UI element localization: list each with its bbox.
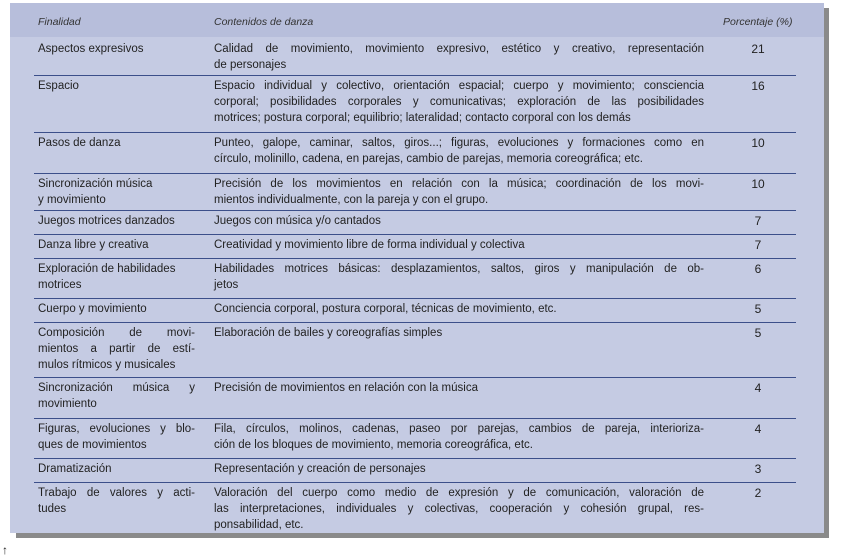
row-divider (34, 418, 796, 419)
cell-porcentaje: 5 (754, 302, 762, 316)
cell-contenidos: Calidad de movimiento, movimiento expresivo, estético y creativo, representación de personajes (214, 43, 704, 71)
cell-finalidad: Trabajo de valores y acti- tudes (38, 487, 195, 515)
table-row (10, 322, 824, 378)
cell-porcentaje: 7 (754, 238, 762, 252)
cell-contenidos: Habilidades motrices básicas: desplazamientos, saltos, giros y manipulación de ob- jetos (214, 263, 704, 291)
cell-finalidad: Espacio (38, 80, 79, 92)
cell-porcentaje: 21 (751, 42, 765, 56)
cell-porcentaje: 4 (754, 381, 762, 395)
cell-porcentaje: 10 (751, 177, 765, 191)
cell-finalidad: Figuras, evoluciones y blo- ques de movimientos (38, 423, 195, 451)
row-divider (34, 210, 796, 211)
cell-finalidad: Aspectos expresivos (38, 43, 144, 55)
cell-finalidad: Sincronización música y movimiento (38, 178, 153, 206)
cell-contenidos: Espacio individual y colectivo, orientación espacial; cuerpo y movimiento; consciencia corporal; posibilidades corporales y comunicativas; exploración de las posibilidades motrices; postura corporal; equilibrio; lateralidad; contacto corporal con los demás (214, 80, 704, 124)
header-porcentaje: Porcentaje (%) (723, 16, 793, 28)
cell-finalidad: Sincronización música y movimiento (38, 382, 195, 410)
table-row (10, 38, 824, 74)
row-divider (34, 75, 796, 76)
table-row (10, 298, 824, 323)
table-header (10, 3, 824, 37)
cell-porcentaje: 3 (754, 462, 762, 476)
row-divider (34, 173, 796, 174)
cell-finalidad: Dramatización (38, 463, 112, 475)
row-divider (34, 482, 796, 483)
table-row (10, 418, 824, 458)
table-row (10, 377, 824, 418)
row-divider (34, 458, 796, 459)
table-row (10, 210, 824, 235)
dance-content-table (10, 3, 824, 533)
table-row (10, 75, 824, 133)
cell-contenidos: Fila, círculos, molinos, cadenas, paseo por parejas, cambios de pareja, interioriza- ción de los bloques de movimiento, memoria coreográfica, etc. (214, 423, 704, 451)
table-row (10, 173, 824, 213)
cell-finalidad: Composición de movi- mientos a partir de estí- mulos rítmicos y musicales (38, 327, 195, 371)
cell-contenidos: Precisión de los movimientos en relación con la música; coordinación de los movi- mientos individualmente, con la pareja y con el grupo. (214, 178, 704, 206)
cell-contenidos: Valoración del cuerpo como medio de expresión y de comunicación, valoración de las interpretaciones, individuales y colectivas, cooperación y cohesión grupal, res- ponsabilidad, etc. (214, 487, 704, 531)
cell-contenidos: Juegos con música y/o cantados (214, 215, 381, 227)
cell-porcentaje: 10 (751, 136, 765, 150)
cell-finalidad: Pasos de danza (38, 137, 121, 149)
cell-porcentaje: 7 (754, 214, 762, 228)
row-divider (34, 234, 796, 235)
cell-finalidad: Danza libre y creativa (38, 239, 149, 251)
cell-contenidos: Elaboración de bailes y coreografías simples (214, 327, 443, 339)
row-divider (34, 298, 796, 299)
cell-finalidad: Juegos motrices danzados (38, 215, 175, 227)
cell-contenidos: Representación y creación de personajes (214, 463, 426, 475)
row-divider (34, 132, 796, 133)
cell-contenidos: Creatividad y movimiento libre de forma individual y colectiva (214, 239, 525, 251)
table-row (10, 258, 824, 298)
row-divider (34, 258, 796, 259)
cell-porcentaje: 5 (754, 326, 762, 340)
table-row (10, 458, 824, 482)
cell-finalidad: Cuerpo y movimiento (38, 303, 147, 315)
cell-finalidad: Exploración de habilidades motrices (38, 263, 176, 291)
up-arrow-icon: ↑ (2, 543, 8, 557)
table-row (10, 132, 824, 174)
cell-porcentaje: 6 (754, 262, 762, 276)
cell-porcentaje: 2 (754, 486, 762, 500)
row-divider (34, 322, 796, 323)
table-row (10, 482, 824, 533)
row-divider (34, 377, 796, 378)
header-finalidad: Finalidad (38, 16, 81, 28)
cell-contenidos: Punteo, galope, caminar, saltos, giros...; figuras, evoluciones y formaciones como en círculo, molinillo, cadena, en parejas, cambio de parejas, memoria coreográfica; etc. (214, 137, 704, 165)
header-contenidos: Contenidos de danza (214, 16, 314, 28)
table-row (10, 234, 824, 259)
cell-contenidos: Conciencia corporal, postura corporal, técnicas de movimiento, etc. (214, 303, 557, 315)
cell-contenidos: Precisión de movimientos en relación con la música (214, 382, 478, 394)
cell-porcentaje: 16 (751, 79, 765, 93)
cell-porcentaje: 4 (754, 422, 762, 436)
